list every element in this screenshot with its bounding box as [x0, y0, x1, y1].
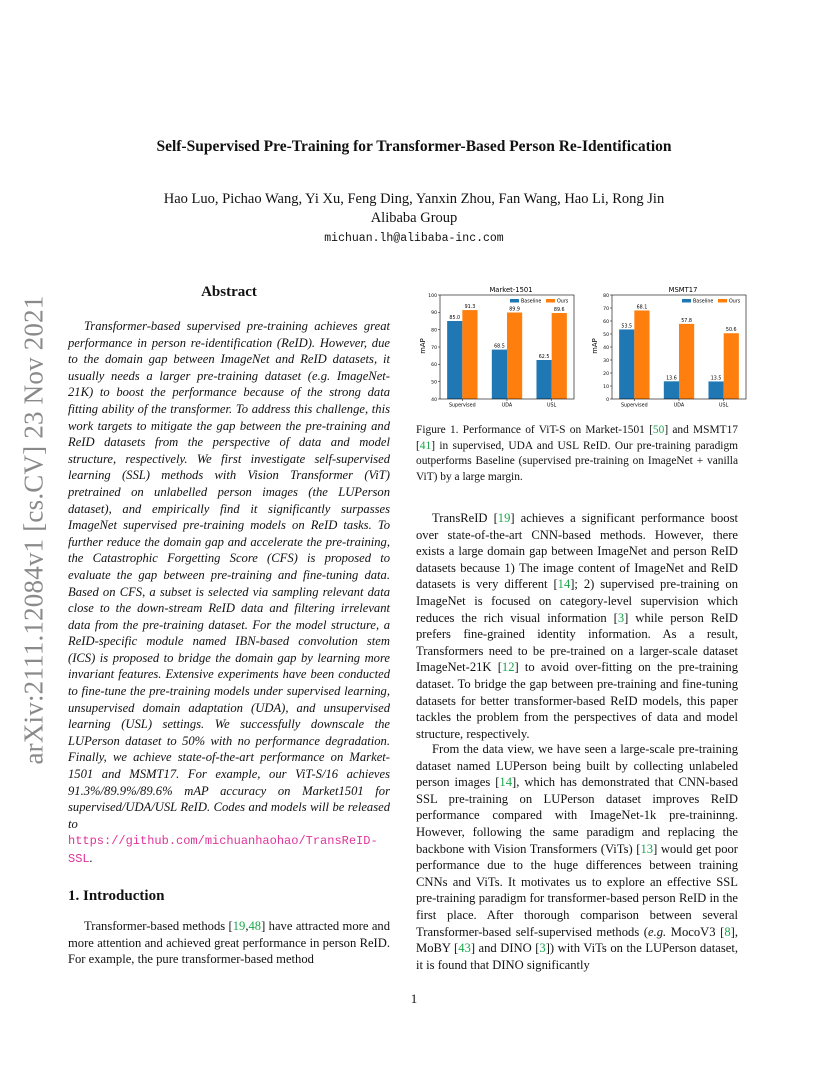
bar-ours: [679, 324, 694, 399]
y-tick-label: 70: [431, 345, 437, 351]
chart-title: MSMT17: [668, 286, 698, 294]
bar-value-label: 85.0: [449, 316, 461, 321]
bar-baseline: [664, 381, 679, 399]
bar-baseline: [447, 321, 462, 399]
body-text: ], which has demonstrated that CNN-based SSL pre-training on LUPerson dataset improves ReID performance compared with ImageNet-1k pre-traininng. However, following the same paradigm and replacing the backbone with Vision Transformers (ViTs) [: [416, 775, 738, 856]
y-tick-label: 30: [603, 358, 609, 364]
market1501-chart: [419, 286, 574, 409]
legend-swatch: [718, 299, 727, 303]
y-tick-label: 20: [603, 371, 609, 377]
legend-label: Ours: [729, 299, 741, 305]
bar-baseline: [619, 329, 634, 399]
y-axis-label: mAP: [591, 338, 599, 354]
legend-swatch: [546, 299, 555, 303]
bar-value-label: 89.6: [553, 308, 565, 314]
bar-value-label: 68.1: [636, 305, 648, 311]
bar-ours: [724, 333, 739, 399]
bar-value-label: 13.5: [710, 376, 722, 382]
y-tick-label: 0: [606, 397, 609, 403]
caption-text: ] and MSMT17 [: [416, 424, 738, 452]
citation-link[interactable]: 19: [497, 511, 511, 525]
abstract-text: Transformer-based supervised pre-training achieves great performance in person re-identification (ReID). However, due to the domain gap between ImageNet and ReID datasets, it usually needs a larger pre-training dataset (e.g. ImageNet-21K) to boost the performance because of the strong data fitting ability of the transformer. To address this challenge, this work targets to mitigate the gap between the pre-training and ReID datasets from the perspective of data and model structure, respectively. We first investigate self-supervised learning (SSL) methods with Vision Transformer (ViT) pretrained on unlabelled person images (the LUPerson dataset), and empirically find it significantly surpasses ImageNet supervised pre-training models on ReID tasks. To further reduce the domain gap and accelerate the pre-training, the Catastrophic Forgetting Score (CFS) is proposed to evaluate the gap between pre-training and fine-tuning data. Based on CFS, a subset is selected via sampling relevant data close to the down-stream ReID data and filtering irrelevant data from the pre-training dataset. For the model structure, a ReID-specific module named IBN-based convolution stem (ICS) is proposed to bridge the domain gap by learning more invariant features. Extensive experiments have been conducted to fine-tune the pre-training models under supervised learning, unsupervised domain adaptation (UDA), and unsupervised learning (USL) settings. We successfully downscale the LUPerson dataset to 50% with no performance degradation. Finally, we achieve state-of-the-art performance on Market-1501 and MSMT17. For example, our ViT-S/16 achieves 91.3%/89.9%/89.6% mAP accuracy on Market1501 for supervised/UDA/USL ReID. Codes and models will be released to: [68, 319, 390, 831]
abstract-end: .: [89, 851, 93, 865]
bar-baseline: [492, 350, 507, 399]
y-tick-label: 70: [603, 306, 609, 312]
arxiv-sidebar: [4, 270, 64, 790]
legend-label: Baseline: [693, 299, 714, 305]
figure-caption: [416, 423, 738, 485]
affiliation: Alibaba Group: [370, 210, 458, 226]
figure-1-charts: [416, 284, 750, 414]
bar-value-label: 91.3: [464, 305, 476, 311]
msmt17-chart: [591, 286, 746, 409]
body-text: TransReID [: [432, 511, 498, 525]
bar-ours: [507, 313, 522, 399]
y-tick-label: 50: [603, 332, 609, 338]
body-text: ], MoBY [: [416, 924, 739, 956]
x-ticks: [449, 399, 557, 409]
bar-value-label: 57.8: [681, 318, 692, 324]
bar-value-label: 53.5: [621, 324, 633, 330]
y-tick-label: 50: [431, 380, 437, 386]
y-ticks: [428, 293, 440, 403]
body-text: MocoV3 [: [666, 924, 725, 939]
legend-swatch: [682, 299, 691, 303]
caption-text: Figure 1. Performance of ViT-S on Market-1501 [: [416, 424, 653, 436]
y-ticks: [603, 293, 612, 403]
citation-link[interactable]: 43: [458, 941, 471, 956]
legend-label: Ours: [557, 299, 569, 305]
author-list: Hao Luo, Pichao Wang, Yi Xu, Feng Ding, Yanxin Zhou, Fan Wang, Hao Li, Rong Jin: [163, 191, 665, 207]
citation-link[interactable]: 19: [232, 919, 246, 933]
abstract-body: [68, 318, 390, 868]
x-tick-label: USL: [719, 403, 729, 409]
citation-link[interactable]: 48: [248, 919, 262, 933]
y-tick-label: 80: [603, 293, 609, 299]
chart-legend: [682, 299, 741, 305]
caption-text: ] in supervised, UDA and USL ReID. Our pre-training paradigm outperforms Baseline (supervised pre-training on ImageNet + vanilla ViT) by a large margin.: [416, 439, 738, 483]
x-tick-label: Supervised: [448, 403, 476, 409]
bar-value-label: 68.5: [494, 344, 505, 350]
citation-link[interactable]: 50: [652, 424, 665, 436]
body-text: ]) with ViTs on the LUPerson dataset, it is found that DINO significantly: [416, 941, 739, 972]
body-text: From the data view, we have seen a large-scale pre-training dataset named LUPerson being built by collecting unlabeled person images [: [416, 742, 738, 790]
abstract-heading: Abstract: [201, 284, 257, 300]
y-tick-label: 10: [603, 384, 609, 390]
right-paragraph-2: [416, 741, 738, 973]
body-text: ] and DINO [: [470, 941, 540, 956]
bar-ours: [552, 313, 567, 399]
y-tick-label: 80: [431, 328, 437, 334]
code-link[interactable]: https://github.com/michuanhaohao/TransReID-SSL: [68, 834, 378, 866]
body-text: ] while person ReID prefers fine-grained identity information. As a result, Transformers need to be pre-trained on a larger-scale dataset ImageNet-21K [: [416, 610, 738, 675]
bar-baseline: [536, 360, 551, 399]
intro-text: ] have attracted more and more attention and achieved great performance in person ReID. For example, the pure transformer-based method: [68, 919, 390, 967]
contact-email[interactable]: michuan.lh@alibaba-inc.com: [324, 232, 504, 245]
x-tick-label: UDA: [501, 403, 513, 409]
intro-text: Transformer-based methods [: [84, 919, 233, 933]
bar-value-label: 13.6: [666, 376, 677, 382]
citation-link[interactable]: 14: [499, 775, 512, 790]
body-text: ] achieves a significant performance boost over state-of-the-art CNN-based methods. However, there exists a large domain gap between ImageNet and person ReID datasets because 1) The image content of ImageNet and ReID datasets is very different [: [416, 511, 738, 592]
body-text: ] to avoid over-fitting on the pre-training dataset. To bridge the gap between pre-training and fine-tuning datasets for better transformer-based ReID models, this paper tackles the problem from the perspectives of data and model structure, respectively.: [416, 660, 739, 741]
x-tick-label: USL: [547, 403, 557, 409]
page-number: 1: [410, 991, 418, 1006]
bar-ours: [462, 310, 477, 399]
y-tick-label: 40: [603, 345, 609, 351]
y-tick-label: 60: [431, 363, 437, 369]
citation-link[interactable]: 13: [640, 841, 654, 856]
citation-link[interactable]: 3: [539, 941, 546, 956]
bar-baseline: [708, 381, 723, 399]
body-text: e.g.: [648, 924, 667, 939]
citation-link[interactable]: 14: [557, 577, 571, 592]
citation-link[interactable]: 41: [419, 439, 432, 452]
y-tick-label: 60: [603, 319, 609, 325]
x-tick-label: UDA: [673, 403, 685, 409]
bar-ours: [634, 310, 649, 399]
intro-heading: 1. Introduction: [68, 888, 165, 904]
y-tick-label: 100: [428, 293, 437, 299]
chart-legend: [510, 299, 569, 305]
y-tick-label: 40: [431, 397, 437, 403]
intro-paragraph: [68, 918, 390, 968]
right-paragraph-1: [416, 510, 738, 742]
citation-link[interactable]: 8: [724, 924, 731, 939]
body-text: ]; 2) supervised pre-training on ImageNet is focused on category-level supervision which reduces the rich visual information [: [416, 577, 738, 625]
x-ticks: [621, 399, 729, 409]
citation-link[interactable]: 3: [617, 610, 625, 625]
intro-text: ,: [245, 919, 249, 933]
body-text: ] would get poor performance due to the huge differences between training CNNs and ViTs. It motivates us to explore an effective SSL pre-training paradigm for transformer-based person ReID in the first place. After thorough comparison between several Transformer-based self-supervised methods (: [416, 841, 739, 939]
legend-swatch: [510, 299, 519, 303]
bar-value-label: 62.5: [538, 355, 550, 360]
bar-value-label: 50.6: [725, 328, 737, 334]
legend-label: Baseline: [521, 299, 542, 305]
y-tick-label: 90: [431, 311, 437, 317]
author-block: [60, 190, 768, 228]
x-tick-label: Supervised: [620, 403, 648, 409]
bar-group: [619, 310, 739, 399]
bar-value-label: 89.9: [509, 307, 520, 313]
arxiv-identifier: arXiv:2111.12084v1 [cs.CV] 23 Nov 2021: [18, 295, 49, 765]
paper-title: Self-Supervised Pre-Training for Transformer-Based Person Re-Identification: [156, 138, 672, 155]
citation-link[interactable]: 12: [501, 660, 515, 675]
y-axis-label: mAP: [419, 338, 427, 354]
chart-title: Market-1501: [489, 286, 533, 294]
